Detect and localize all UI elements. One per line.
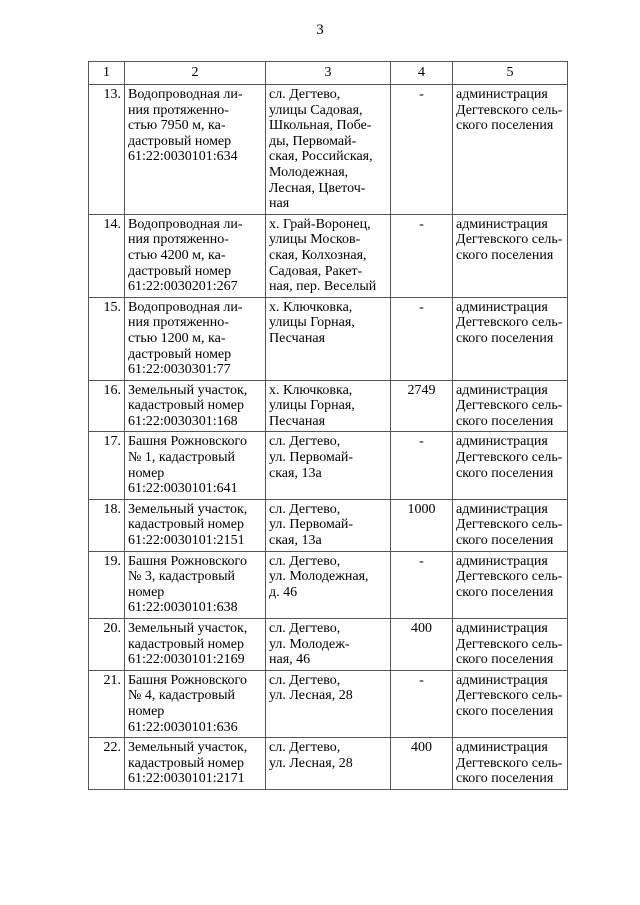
table-row bbox=[89, 297, 568, 380]
object-name: Башня Рожновского № 1, кадастровый номер 61:22:0030101:641 bbox=[125, 432, 266, 499]
object-name: Земельный участок, кадастровый номер 61:22:0030101:2169 bbox=[125, 619, 266, 671]
table-row bbox=[89, 380, 568, 432]
object-name: Водопроводная ли- ния протяженно- стью 4200 м, ка- дастровый номер 61:22:0030201:267 bbox=[125, 214, 266, 297]
object-area: - bbox=[391, 85, 453, 215]
table-row bbox=[89, 619, 568, 671]
rights-holder: администрация Дегтевского сель- ского поселения bbox=[453, 499, 568, 551]
object-address: сл. Дегтево, ул. Первомай- ская, 13а bbox=[266, 499, 391, 551]
object-area: - bbox=[391, 432, 453, 499]
rights-holder: администрация Дегтевского сель- ского поселения bbox=[453, 551, 568, 618]
header-col-4: 4 bbox=[391, 62, 453, 85]
row-number: 21. bbox=[89, 670, 125, 737]
row-number: 14. bbox=[89, 214, 125, 297]
rights-holder: администрация Дегтевского сель- ского поселения bbox=[453, 380, 568, 432]
table-row bbox=[89, 499, 568, 551]
row-number: 16. bbox=[89, 380, 125, 432]
object-name: Водопроводная ли- ния протяженно- стью 1200 м, ка- дастровый номер 61:22:0030301:77 bbox=[125, 297, 266, 380]
object-address: сл. Дегтево, ул. Лесная, 28 bbox=[266, 738, 391, 790]
row-number: 15. bbox=[89, 297, 125, 380]
header-row bbox=[89, 62, 568, 85]
rights-holder: администрация Дегтевского сель- ского поселения bbox=[453, 432, 568, 499]
object-address: х. Ключковка, улицы Горная, Песчаная bbox=[266, 297, 391, 380]
object-area: - bbox=[391, 670, 453, 737]
object-name: Земельный участок, кадастровый номер 61:22:0030101:2171 bbox=[125, 738, 266, 790]
rights-holder: администрация Дегтевского сель- ского поселения bbox=[453, 297, 568, 380]
header-col-2: 2 bbox=[125, 62, 266, 85]
rights-holder: администрация Дегтевского сель- ского поселения bbox=[453, 670, 568, 737]
object-area: - bbox=[391, 551, 453, 618]
object-name: Земельный участок, кадастровый номер 61:22:0030101:2151 bbox=[125, 499, 266, 551]
object-address: х. Ключковка, улицы Горная, Песчаная bbox=[266, 380, 391, 432]
object-name: Башня Рожновского № 3, кадастровый номер 61:22:0030101:638 bbox=[125, 551, 266, 618]
row-number: 13. bbox=[89, 85, 125, 215]
object-area: - bbox=[391, 297, 453, 380]
object-address: сл. Дегтево, ул. Молодежная, д. 46 bbox=[266, 551, 391, 618]
table-row bbox=[89, 432, 568, 499]
object-name: Земельный участок, кадастровый номер 61:22:0030301:168 bbox=[125, 380, 266, 432]
table-row bbox=[89, 85, 568, 215]
object-address: сл. Дегтево, ул. Лесная, 28 bbox=[266, 670, 391, 737]
rights-holder: администрация Дегтевского сель- ского поселения bbox=[453, 738, 568, 790]
object-area: - bbox=[391, 214, 453, 297]
table-header bbox=[89, 62, 568, 85]
row-number: 22. bbox=[89, 738, 125, 790]
property-registry-table bbox=[88, 61, 568, 790]
object-area: 400 bbox=[391, 738, 453, 790]
object-name: Водопроводная ли- ния протяженно- стью 7950 м, ка- дастровый номер 61:22:0030101:634 bbox=[125, 85, 266, 215]
header-col-1: 1 bbox=[89, 62, 125, 85]
object-name: Башня Рожновского № 4, кадастровый номер 61:22:0030101:636 bbox=[125, 670, 266, 737]
object-address: сл. Дегтево, улицы Садовая, Школьная, Побе- ды, Первомай- ская, Российская, Молодежная, Лесная, Цветоч- ная bbox=[266, 85, 391, 215]
object-address: сл. Дегтево, ул. Молодеж- ная, 46 bbox=[266, 619, 391, 671]
row-number: 20. bbox=[89, 619, 125, 671]
rights-holder: администрация Дегтевского сель- ского поселения bbox=[453, 85, 568, 215]
table-row bbox=[89, 738, 568, 790]
table-row bbox=[89, 214, 568, 297]
row-number: 18. bbox=[89, 499, 125, 551]
object-area: 1000 bbox=[391, 499, 453, 551]
row-number: 17. bbox=[89, 432, 125, 499]
object-area: 2749 bbox=[391, 380, 453, 432]
object-area: 400 bbox=[391, 619, 453, 671]
row-number: 19. bbox=[89, 551, 125, 618]
header-col-5: 5 bbox=[453, 62, 568, 85]
table-row bbox=[89, 670, 568, 737]
rights-holder: администрация Дегтевского сель- ского поселения bbox=[453, 619, 568, 671]
table-row bbox=[89, 551, 568, 618]
page-number: 3 bbox=[316, 22, 324, 38]
object-address: сл. Дегтево, ул. Первомай- ская, 13а bbox=[266, 432, 391, 499]
rights-holder: администрация Дегтевского сель- ского поселения bbox=[453, 214, 568, 297]
header-col-3: 3 bbox=[266, 62, 391, 85]
object-address: х. Грай-Воронец, улицы Москов- ская, Колхозная, Садовая, Ракет- ная, пер. Веселый bbox=[266, 214, 391, 297]
